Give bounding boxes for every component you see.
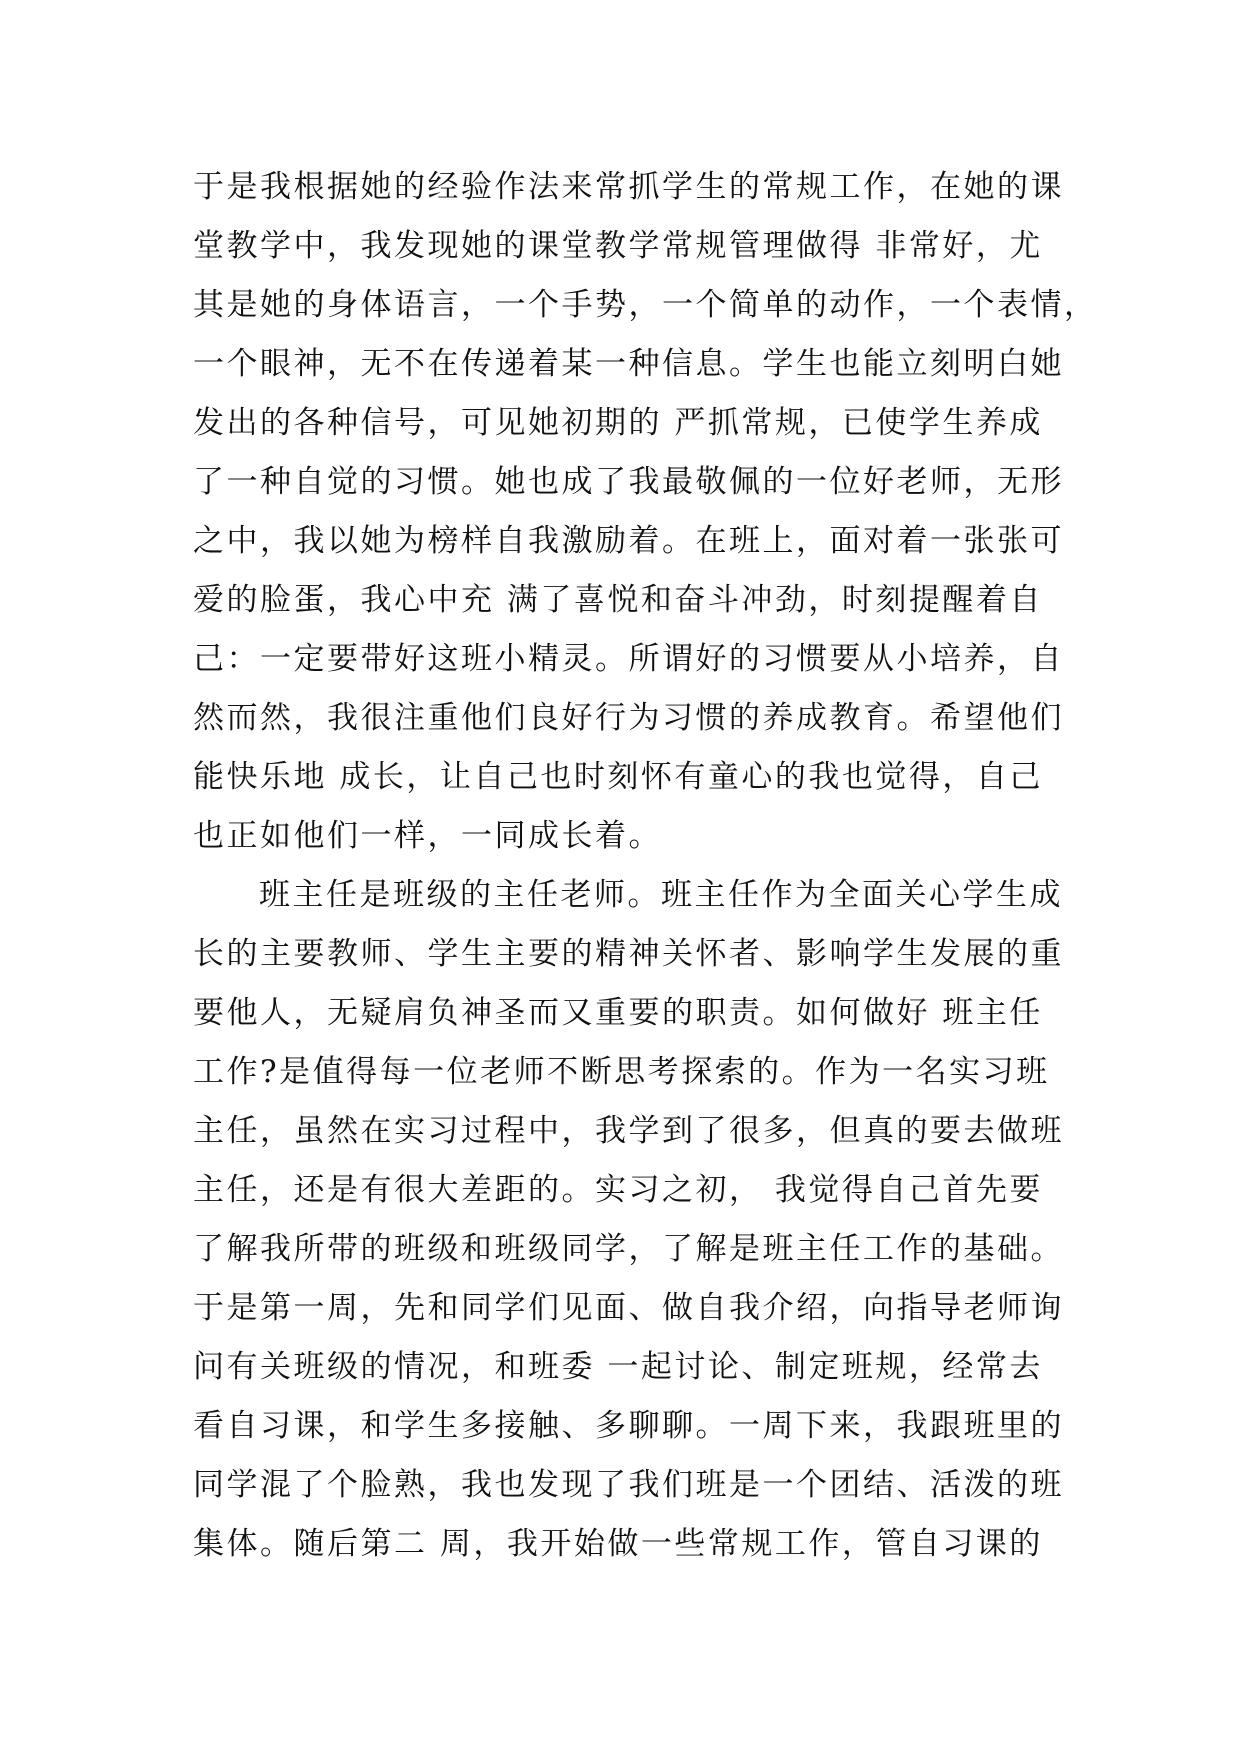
text-line: 主任，还是有很大差距的。实习之初， 我觉得自己首先要 xyxy=(193,1172,1043,1208)
text-line: 主任，虽然在实习过程中，我学到了很多，但真的要去做班 xyxy=(193,1113,1064,1149)
text-line: 然而然，我很注重他们良好行为习惯的养成教育。希望他们 xyxy=(193,700,1064,736)
text-line: 看自习课，和学生多接触、多聊聊。一周下来，我跟班里的 xyxy=(193,1408,1064,1444)
body-text xyxy=(193,158,1098,1574)
text-line: 集体。随后第二 周，我开始做一些常规工作，管自习课的 xyxy=(193,1526,1043,1562)
text-line: 爱的脸蛋，我心中充 满了喜悦和奋斗冲劲，时刻提醒着自 xyxy=(193,582,1043,618)
text-line: 发出的各种信号，可见她初期的 严抓常规，已使学生养成 xyxy=(193,405,1043,441)
text-line: 能快乐地 成长，让自己也时刻怀有童心的我也觉得，自己 xyxy=(193,759,1043,795)
text-line: 堂教学中，我发现她的课堂教学常规管理做得 非常好，尤 xyxy=(193,228,1043,264)
text-line: 己：一定要带好这班小精灵。所谓好的习惯要从小培养，自 xyxy=(193,641,1064,677)
text-line: 之中，我以她为榜样自我激励着。在班上，面对着一张张可 xyxy=(193,523,1064,559)
text-line: 同学混了个脸熟，我也发现了我们班是一个团结、活泼的班 xyxy=(193,1467,1064,1503)
text-line: 于是第一周，先和同学们见面、做自我介绍，向指导老师询 xyxy=(193,1290,1064,1326)
text-line: 了解我所带的班级和班级同学，了解是班主任工作的基础。 xyxy=(193,1231,1064,1267)
text-line: 要他人，无疑肩负神圣而又重要的职责。如何做好 班主任 xyxy=(193,995,1043,1031)
text-line: 也正如他们一样，一同成长着。 xyxy=(193,818,662,854)
text-line: 其是她的身体语言，一个手势，一个简单的动作，一个表情， xyxy=(193,287,1098,323)
text-line: 于是我根据她的经验作法来常抓学生的常规工作，在她的课 xyxy=(193,169,1064,205)
paragraph-2 xyxy=(193,866,1073,1574)
text-line: 问有关班级的情况，和班委 一起讨论、制定班规，经常去 xyxy=(193,1349,1043,1385)
text-line-indented: 班主任是班级的主任老师。班主任作为全面关心学生成 xyxy=(259,877,1063,913)
text-line: 工作?是值得每一位老师不断思考探索的。作为一名实习班 xyxy=(193,1054,1050,1090)
text-line: 长的主要教师、学生主要的精神关怀者、影响学生发展的重 xyxy=(193,936,1064,972)
text-line: 一个眼神，无不在传递着某一种信息。学生也能立刻明白她 xyxy=(193,346,1064,382)
text-line: 了一种自觉的习惯。她也成了我最敬佩的一位好老师，无形 xyxy=(193,464,1064,500)
paragraph-1 xyxy=(193,158,1098,866)
